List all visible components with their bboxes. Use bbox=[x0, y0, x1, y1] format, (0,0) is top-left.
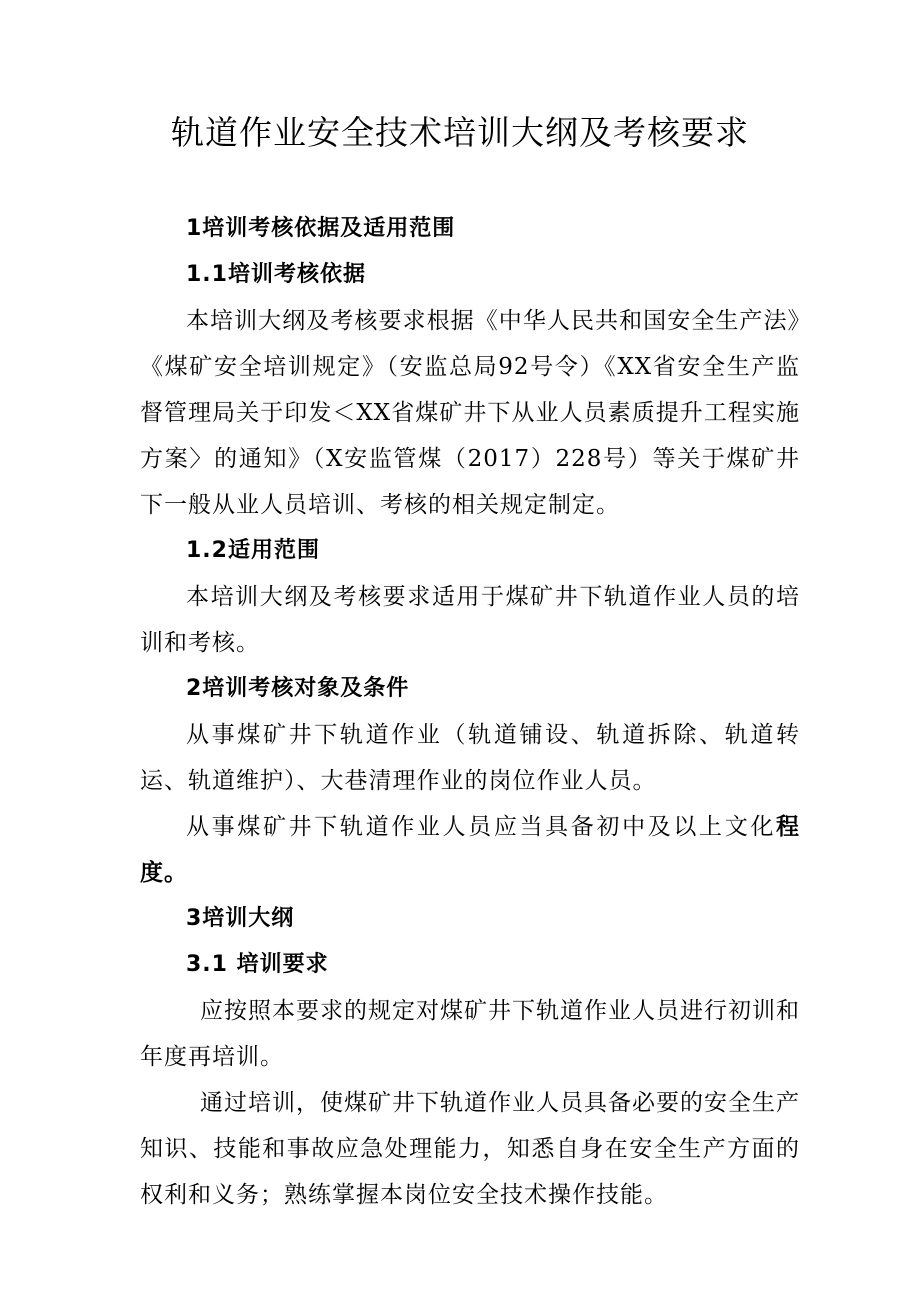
section-1-2-paragraph: 本培训大纲及考核要求适用于煤矿井下轨道作业人员的培训和考核。 bbox=[140, 584, 800, 656]
document-body bbox=[140, 206, 800, 1218]
section-2-paragraph-2-bold: 程度。 bbox=[140, 813, 800, 886]
section-1-heading: 1培训考核依据及适用范围 bbox=[186, 216, 456, 241]
section-1-1-paragraph: 本培训大纲及考核要求根据《中华人民共和国安全生产法》《煤矿安全培训规定》（安监总局92号令）《XX省安全生产监督管理局关于印发＜XX省煤矿井下从业人员素质提升工程实施方案〉的通知》（X安监管煤（2017）228号）等关于煤矿井下一般从业人员培训、考核的相关规定制定。 bbox=[140, 308, 800, 518]
section-2-heading: 2培训考核对象及条件 bbox=[186, 676, 410, 701]
document-title: 轨道作业安全技术培训大纲及考核要求 bbox=[171, 113, 749, 152]
section-3-1-heading: 3.1 培训要求 bbox=[186, 952, 329, 977]
section-1-2-heading: 1.2适用范围 bbox=[186, 538, 320, 563]
section-3-1-paragraph-2: 通过培训，使煤矿井下轨道作业人员具备必要的安全生产知识、技能和事故应急处理能力，知悉自身在安全生产方面的权利和义务；熟练掌握本岗位安全技术操作技能。 bbox=[140, 1090, 800, 1208]
section-2-paragraph-1: 从事煤矿井下轨道作业（轨道铺设、轨道拆除、轨道转运、轨道维护）、大巷清理作业的岗位作业人员。 bbox=[140, 722, 800, 794]
section-2-paragraph-2 bbox=[140, 804, 800, 896]
section-2-paragraph-2-text: 从事煤矿井下轨道作业人员应当具备初中及以上文化 bbox=[186, 814, 776, 840]
section-3-heading: 3培训大纲 bbox=[186, 906, 295, 931]
section-3-1-paragraph-1: 应按照本要求的规定对煤矿井下轨道作业人员进行初训和年度再培训。 bbox=[140, 998, 800, 1070]
section-1-1-heading: 1.1培训考核依据 bbox=[186, 262, 366, 287]
